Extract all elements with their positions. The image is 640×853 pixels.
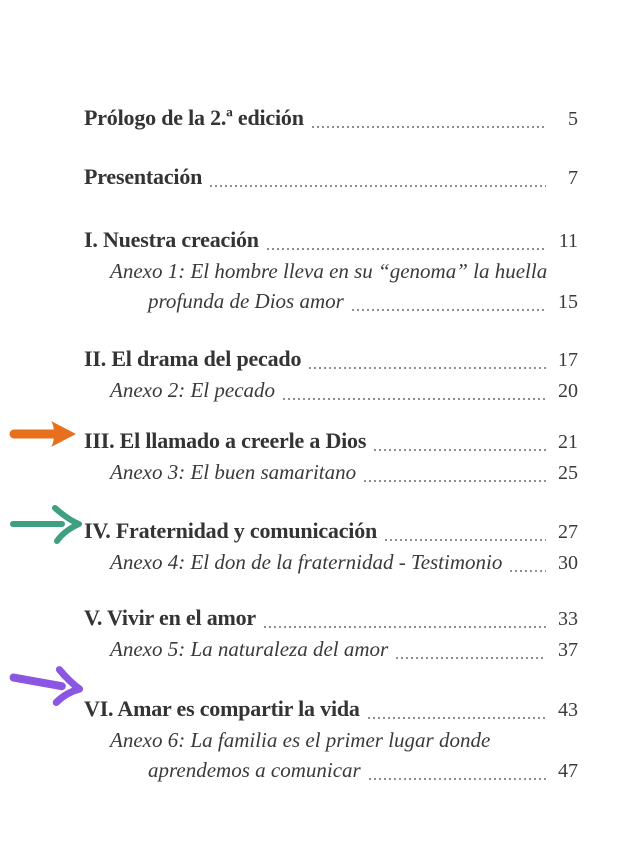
page-number: 7 — [568, 167, 578, 189]
toc-entry-anexo-4 — [84, 547, 578, 578]
entry-title: II. El drama del pecado — [84, 346, 302, 371]
dot-leader — [369, 778, 546, 780]
anexo-title-line2: profunda de Dios amor — [148, 289, 344, 313]
page-number: 30 — [558, 552, 578, 574]
entry-title: III. El llamado a creerle a Dios — [84, 428, 367, 453]
purple-arrow-icon — [5, 657, 91, 711]
toc-entry-anexo-2 — [84, 375, 578, 406]
entry-title: I. Nuestra creación — [84, 227, 259, 252]
toc-entry-chapter-1 — [84, 225, 578, 256]
dot-leader — [374, 449, 546, 451]
anexo-title-line1: Anexo 1: El hombre lleva en su “genoma” la huella — [110, 259, 548, 283]
toc-entry-prologo — [84, 103, 578, 134]
dot-leader — [368, 717, 546, 719]
page-number: 20 — [558, 380, 578, 402]
toc-entry-anexo-3 — [84, 457, 578, 488]
anexo-title: Anexo 3: El buen samaritano — [110, 460, 357, 484]
toc-entry-anexo-1 — [84, 256, 578, 317]
dot-leader — [510, 570, 546, 572]
dot-leader — [364, 480, 546, 482]
entry-title: IV. Fraternidad y comunicación — [84, 518, 378, 543]
toc-entry-chapter-6 — [84, 694, 578, 725]
dot-leader — [352, 309, 546, 311]
page-number: 47 — [558, 760, 578, 782]
entry-title: V. Vivir en el amor — [84, 605, 256, 630]
page-number: 27 — [558, 521, 578, 543]
page-number: 37 — [558, 639, 578, 661]
dot-leader — [267, 248, 546, 250]
toc-entry-anexo-6 — [84, 725, 578, 786]
page-number: 5 — [568, 108, 578, 130]
dot-leader — [385, 539, 546, 541]
dot-leader — [312, 126, 546, 128]
anexo-title-line1: Anexo 6: La familia es el primer lugar donde — [110, 728, 491, 752]
orange-arrow-icon — [8, 417, 80, 451]
anexo-title: Anexo 5: La naturaleza del amor — [110, 637, 389, 661]
anexo-title-line2: aprendemos a comunicar — [148, 758, 361, 782]
toc-entry-presentacion — [84, 162, 578, 193]
page-number: 11 — [558, 230, 578, 252]
anexo-title: Anexo 4: El don de la fraternidad - Testimonio — [110, 550, 503, 574]
entry-title: Prólogo de la 2.ª edición — [84, 105, 304, 130]
dot-leader — [210, 185, 546, 187]
anexo-title: Anexo 2: El pecado — [110, 378, 276, 402]
dot-leader — [283, 398, 546, 400]
toc-entry-anexo-5 — [84, 634, 578, 665]
page-number: 33 — [558, 608, 578, 630]
toc-entry-chapter-2 — [84, 344, 578, 375]
page-number: 25 — [558, 462, 578, 484]
entry-title: VI. Amar es compartir la vida — [84, 696, 360, 721]
toc-entry-chapter-3 — [84, 426, 578, 457]
page-number: 17 — [558, 349, 578, 371]
page-number: 15 — [558, 291, 578, 313]
page-number: 43 — [558, 699, 578, 721]
entry-title: Presentación — [84, 164, 203, 189]
green-arrow-icon — [8, 503, 86, 545]
dot-leader — [396, 657, 546, 659]
page-number: 21 — [558, 431, 578, 453]
toc-entry-chapter-5 — [84, 603, 578, 634]
dot-leader — [264, 626, 546, 628]
dot-leader — [309, 367, 546, 369]
toc-entry-chapter-4 — [84, 516, 578, 547]
